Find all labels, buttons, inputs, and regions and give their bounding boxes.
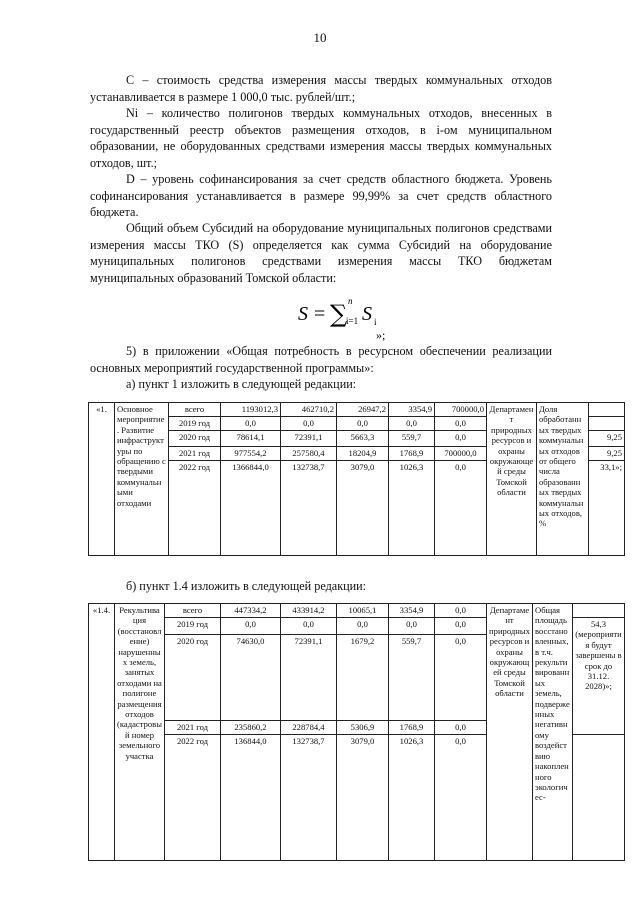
- item-number: «1.: [89, 403, 115, 556]
- indicator-value: 33,1»;: [589, 461, 625, 556]
- year-cell: 2020 год: [169, 431, 221, 447]
- value-cell: 0,0: [435, 431, 487, 447]
- paragraph-5a: а) пункт 1 изложить в следующей редакции:: [126, 377, 357, 391]
- value-cell: 18204,9: [337, 447, 389, 461]
- value-cell: 136844,0: [221, 735, 281, 861]
- year-cell: 2022 год: [165, 735, 221, 861]
- executor: Департамент природных ресурсов и охраны окружающей среды Томской области: [487, 604, 533, 861]
- formula-sigma: ∑: [330, 300, 348, 328]
- value-cell: 977554,2: [221, 447, 281, 461]
- value-cell: 5306,9: [337, 721, 389, 735]
- formula-term: S: [362, 303, 372, 325]
- year-cell: 2021 год: [169, 447, 221, 461]
- value-cell: 0,0: [435, 604, 487, 618]
- value-cell: 72391,1: [281, 635, 337, 721]
- value-cell: 3354,9: [389, 403, 435, 417]
- value-cell: 0,0: [435, 417, 487, 431]
- formula-upper: n: [348, 296, 353, 306]
- value-cell: 132738,7: [281, 735, 337, 861]
- value-cell: 132738,7: [281, 461, 337, 556]
- value-cell: 74630,0: [221, 635, 281, 721]
- resource-table-2: [88, 603, 625, 861]
- year-cell: 2021 год: [165, 721, 221, 735]
- year-cell: всего: [169, 403, 221, 417]
- value-cell: 0,0: [435, 618, 487, 635]
- value-cell: 26947,2: [337, 403, 389, 417]
- value-cell: 3079,0: [337, 735, 389, 861]
- value-cell: 228784,4: [281, 721, 337, 735]
- value-cell: 235860,2: [221, 721, 281, 735]
- value-cell: 78614,1: [221, 431, 281, 447]
- table-row: [89, 403, 625, 417]
- indicator-name: Доля обработанных твердых коммунальных отходов от общего числа образованных твердых коммунальных отходов, %: [537, 403, 589, 556]
- sum-formula: [296, 294, 406, 342]
- formula-sub: i: [374, 317, 377, 327]
- measure-name: Рекультивация (восстановление) нарушенных земель, занятых отходами на полигоне размещения отходов (кадастровый номер земельного участка: [115, 604, 165, 861]
- value-cell: 0,0: [435, 635, 487, 721]
- value-cell: 72391,1: [281, 431, 337, 447]
- executor: Департамент природных ресурсов и охраны окружающей среды Томской области: [487, 403, 537, 556]
- value-cell: 462710,2: [281, 403, 337, 417]
- indicator-value: [589, 403, 625, 417]
- indicator-value: 9,25: [589, 431, 625, 447]
- value-cell: 700000,0: [435, 403, 487, 417]
- page-number: 10: [313, 30, 327, 45]
- paragraph-cost: С – стоимость средства измерения массы твердых коммунальных отходов устанавливается в размере 1 000,0 тыс. рублей/шт.;: [90, 73, 552, 104]
- paragraph-5b: б) пункт 1.4 изложить в следующей редакции:: [126, 579, 367, 593]
- value-cell: 1193012,3: [221, 403, 281, 417]
- value-cell: 5663,3: [337, 431, 389, 447]
- value-cell: 1679,2: [337, 635, 389, 721]
- indicator-name: Общая площадь восстановленных, в т.ч. рекультивированных земель, подверженных негативному воздействию накопленного экологичес-: [533, 604, 573, 861]
- paragraph-ni: Ni – количество полигонов твердых коммунальных отходов, внесенных в государственный реестр объектов размещения отходов, в i-ом муниципальном образовании, не оборудованных средствами измерения массы твердых коммунальных отходов, шт.;: [90, 106, 552, 170]
- value-cell: 1768,9: [389, 447, 435, 461]
- value-cell: 0,0: [337, 618, 389, 635]
- value-cell: 559,7: [389, 635, 435, 721]
- year-cell: 2019 год: [165, 618, 221, 635]
- value-cell: 0,0: [221, 417, 281, 431]
- formula-lower: i=1: [346, 316, 359, 326]
- value-cell: 0,0: [435, 735, 487, 861]
- paragraph-total: Общий объем Субсидий на оборудование муниципальных полигонов средствами измерения массы ТКО (S) определяется как сумма Субсидий на оборудование муниципальных полигонов средствами измерения массы ТКО бюджетам муниципальных образований Томской области:: [90, 221, 552, 285]
- paragraph-d: D – уровень софинансирования за счет средств областного бюджета. Уровень софинансирования устанавливается в размере 99,99% за счет средств областного бюджета.: [90, 172, 552, 220]
- target-empty: [573, 604, 625, 618]
- value-cell: 0,0: [337, 417, 389, 431]
- value-cell: 447334,2: [221, 604, 281, 618]
- item-number: «1.4.: [89, 604, 115, 861]
- value-cell: 0,0: [435, 721, 487, 735]
- paragraph-5: 5) в приложении «Общая потребность в ресурсном обеспечении реализации основных мероприятий государственной программы»:: [90, 344, 552, 375]
- measure-name: Основное мероприятие. Развитие инфраструктуры по обращению с твердыми коммунальными отходами: [115, 403, 169, 556]
- value-cell: 0,0: [389, 417, 435, 431]
- target-value: 54,3 (мероприятия будут завершены в срок до 31.12. 2028)»;: [573, 618, 625, 735]
- table-row: [89, 604, 625, 618]
- value-cell: 433914,2: [281, 604, 337, 618]
- value-cell: 700000,0: [435, 447, 487, 461]
- value-cell: 0,0: [281, 417, 337, 431]
- year-cell: 2022 год: [169, 461, 221, 556]
- formula-eq: =: [314, 303, 326, 325]
- year-cell: 2019 год: [169, 417, 221, 431]
- value-cell: 1026,3: [389, 461, 435, 556]
- value-cell: 3079,0: [337, 461, 389, 556]
- value-cell: 0,0: [389, 618, 435, 635]
- value-cell: 1026,3: [389, 735, 435, 861]
- value-cell: 0,0: [221, 618, 281, 635]
- indicator-value: [589, 417, 625, 431]
- value-cell: 257580,4: [281, 447, 337, 461]
- value-cell: 0,0: [281, 618, 337, 635]
- value-cell: 3354,9: [389, 604, 435, 618]
- year-cell: всего: [165, 604, 221, 618]
- formula-tail: »;: [376, 328, 386, 342]
- value-cell: 10065,1: [337, 604, 389, 618]
- resource-table-1: [88, 402, 625, 556]
- year-cell: 2020 год: [165, 635, 221, 721]
- indicator-value: 9,25: [589, 447, 625, 461]
- value-cell: 559,7: [389, 431, 435, 447]
- target-empty: [573, 735, 625, 861]
- value-cell: 1366844,0: [221, 461, 281, 556]
- formula-lhs: S: [298, 303, 308, 325]
- value-cell: 1768,9: [389, 721, 435, 735]
- value-cell: 0,0: [435, 461, 487, 556]
